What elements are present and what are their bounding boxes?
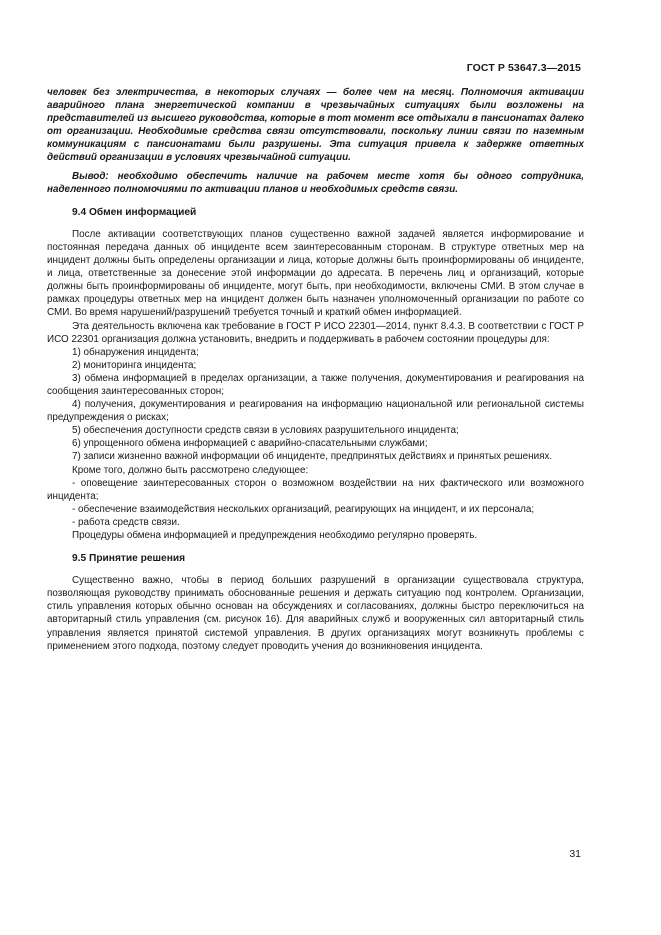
document-header: ГОСТ Р 53647.3—2015 — [466, 62, 581, 74]
page-content — [47, 86, 584, 653]
section-9-4-paragraph: Процедуры обмена информацией и предупреждения необходимо регулярно проверять. — [72, 530, 478, 541]
procedure-list — [47, 346, 584, 464]
case-conclusion: Вывод: необходимо обеспечить наличие на рабочем месте хотя бы одного сотрудника, наделенного полномочиями по активации планов и необходимых средств связи. — [47, 170, 584, 195]
section-9-4-paragraph: После активации соответствующих планов существенно важной задачей является информирование и постоянная передача данных об инциденте всем заинтересованным сторонам. В структуре ответных мер на инцидент должны быть определены организации и лица, которые должны быть проинформированы об инциденте, и лица, ответственные за донесение этой информации до адресата. В перечень лиц и организаций, которые должны быть проинформированы об инциденте, могут быть, при необходимости, включены СМИ. В этом случае в рамках процедуры ответных мер на инцидент должен быть назначен уполномоченный организации по работе со СМИ. Во время нарушений/разрушений требуется точный и краткий обмен информацией. — [47, 228, 584, 319]
list-item: 6) упрощенного обмена информацией с аварийно-спасательными службами; — [72, 438, 428, 450]
section-heading-9-5: 9.5 Принятие решения — [72, 553, 186, 565]
list-item: 3) обмена информацией в пределах организации, а также получения, документирования и реагирования на сообщения заинтересованных сторон; — [47, 372, 584, 397]
page-number: 31 — [569, 848, 581, 860]
section-9-4-paragraph: Кроме того, должно быть рассмотрено следующее: — [72, 464, 309, 476]
list-item: 1) обнаружения инцидента; — [72, 346, 199, 358]
section-9-5-paragraph: Существенно важно, чтобы в период больших разрушений в организации существовала структура, позволяющая руководству принимать обоснованные решения и держать ситуацию под контролем. Организации, стиль управления которых обычно основан на обсуждениях и согласованиях, должны быстро переключиться на авторитарный стиль управления (см. рисунок 16). Для аварийных служб и вооруженных сил авторитарный стиль управления является принятой системой управления. В других организациях могут возникнуть проблемы с применением этого подхода, поэтому следует проводить учения до возникновения инцидента. — [47, 575, 584, 652]
list-item: - работа средств связи. — [72, 516, 180, 528]
section-heading-9-4: 9.4 Обмен информацией — [72, 206, 197, 218]
list-item: 2) мониторинга инцидента; — [72, 359, 197, 371]
list-item: 5) обеспечения доступности средств связи в условиях разрушительного инцидента; — [72, 425, 459, 437]
list-item: - обеспечение взаимодействия нескольких организаций, реагирующих на инцидент, и их персонала; — [72, 503, 535, 515]
section-9-4-paragraph: Эта деятельность включена как требование в ГОСТ Р ИСО 22301—2014, пункт 8.4.3. В соответствии с ГОСТ Р ИСО 22301 организация должна установить, внедрить и поддерживать в рабочем состоянии процедуры для: — [47, 320, 584, 345]
list-item: 7) записи жизненно важной информации об инциденте, предпринятых действиях и принятых решениях. — [72, 451, 553, 463]
case-description: человек без электричества, в некоторых случаях — более чем на месяц. Полномочия активации аварийного плана энергетической компании в чрезвычайных ситуациях были возложены на представителей из высшего руководства, которые в тот момент все отдыхали в пансионатах далеко от организации. Необходимые средства связи отсутствовали, поскольку линии связи по наземным коммуникациям с пансионатами были разрушены. Эта ситуация привела к задержке ответных действий организации в условиях чрезвычайной ситуации. — [47, 87, 584, 164]
list-item: 4) получения, документирования и реагирования на информацию национальной или региональной системы предупреждения о рисках; — [47, 399, 584, 424]
list-item: - оповещение заинтересованных сторон о возможном воздействии на них фактического или возможного инцидента; — [47, 477, 584, 502]
consideration-list — [47, 477, 584, 529]
